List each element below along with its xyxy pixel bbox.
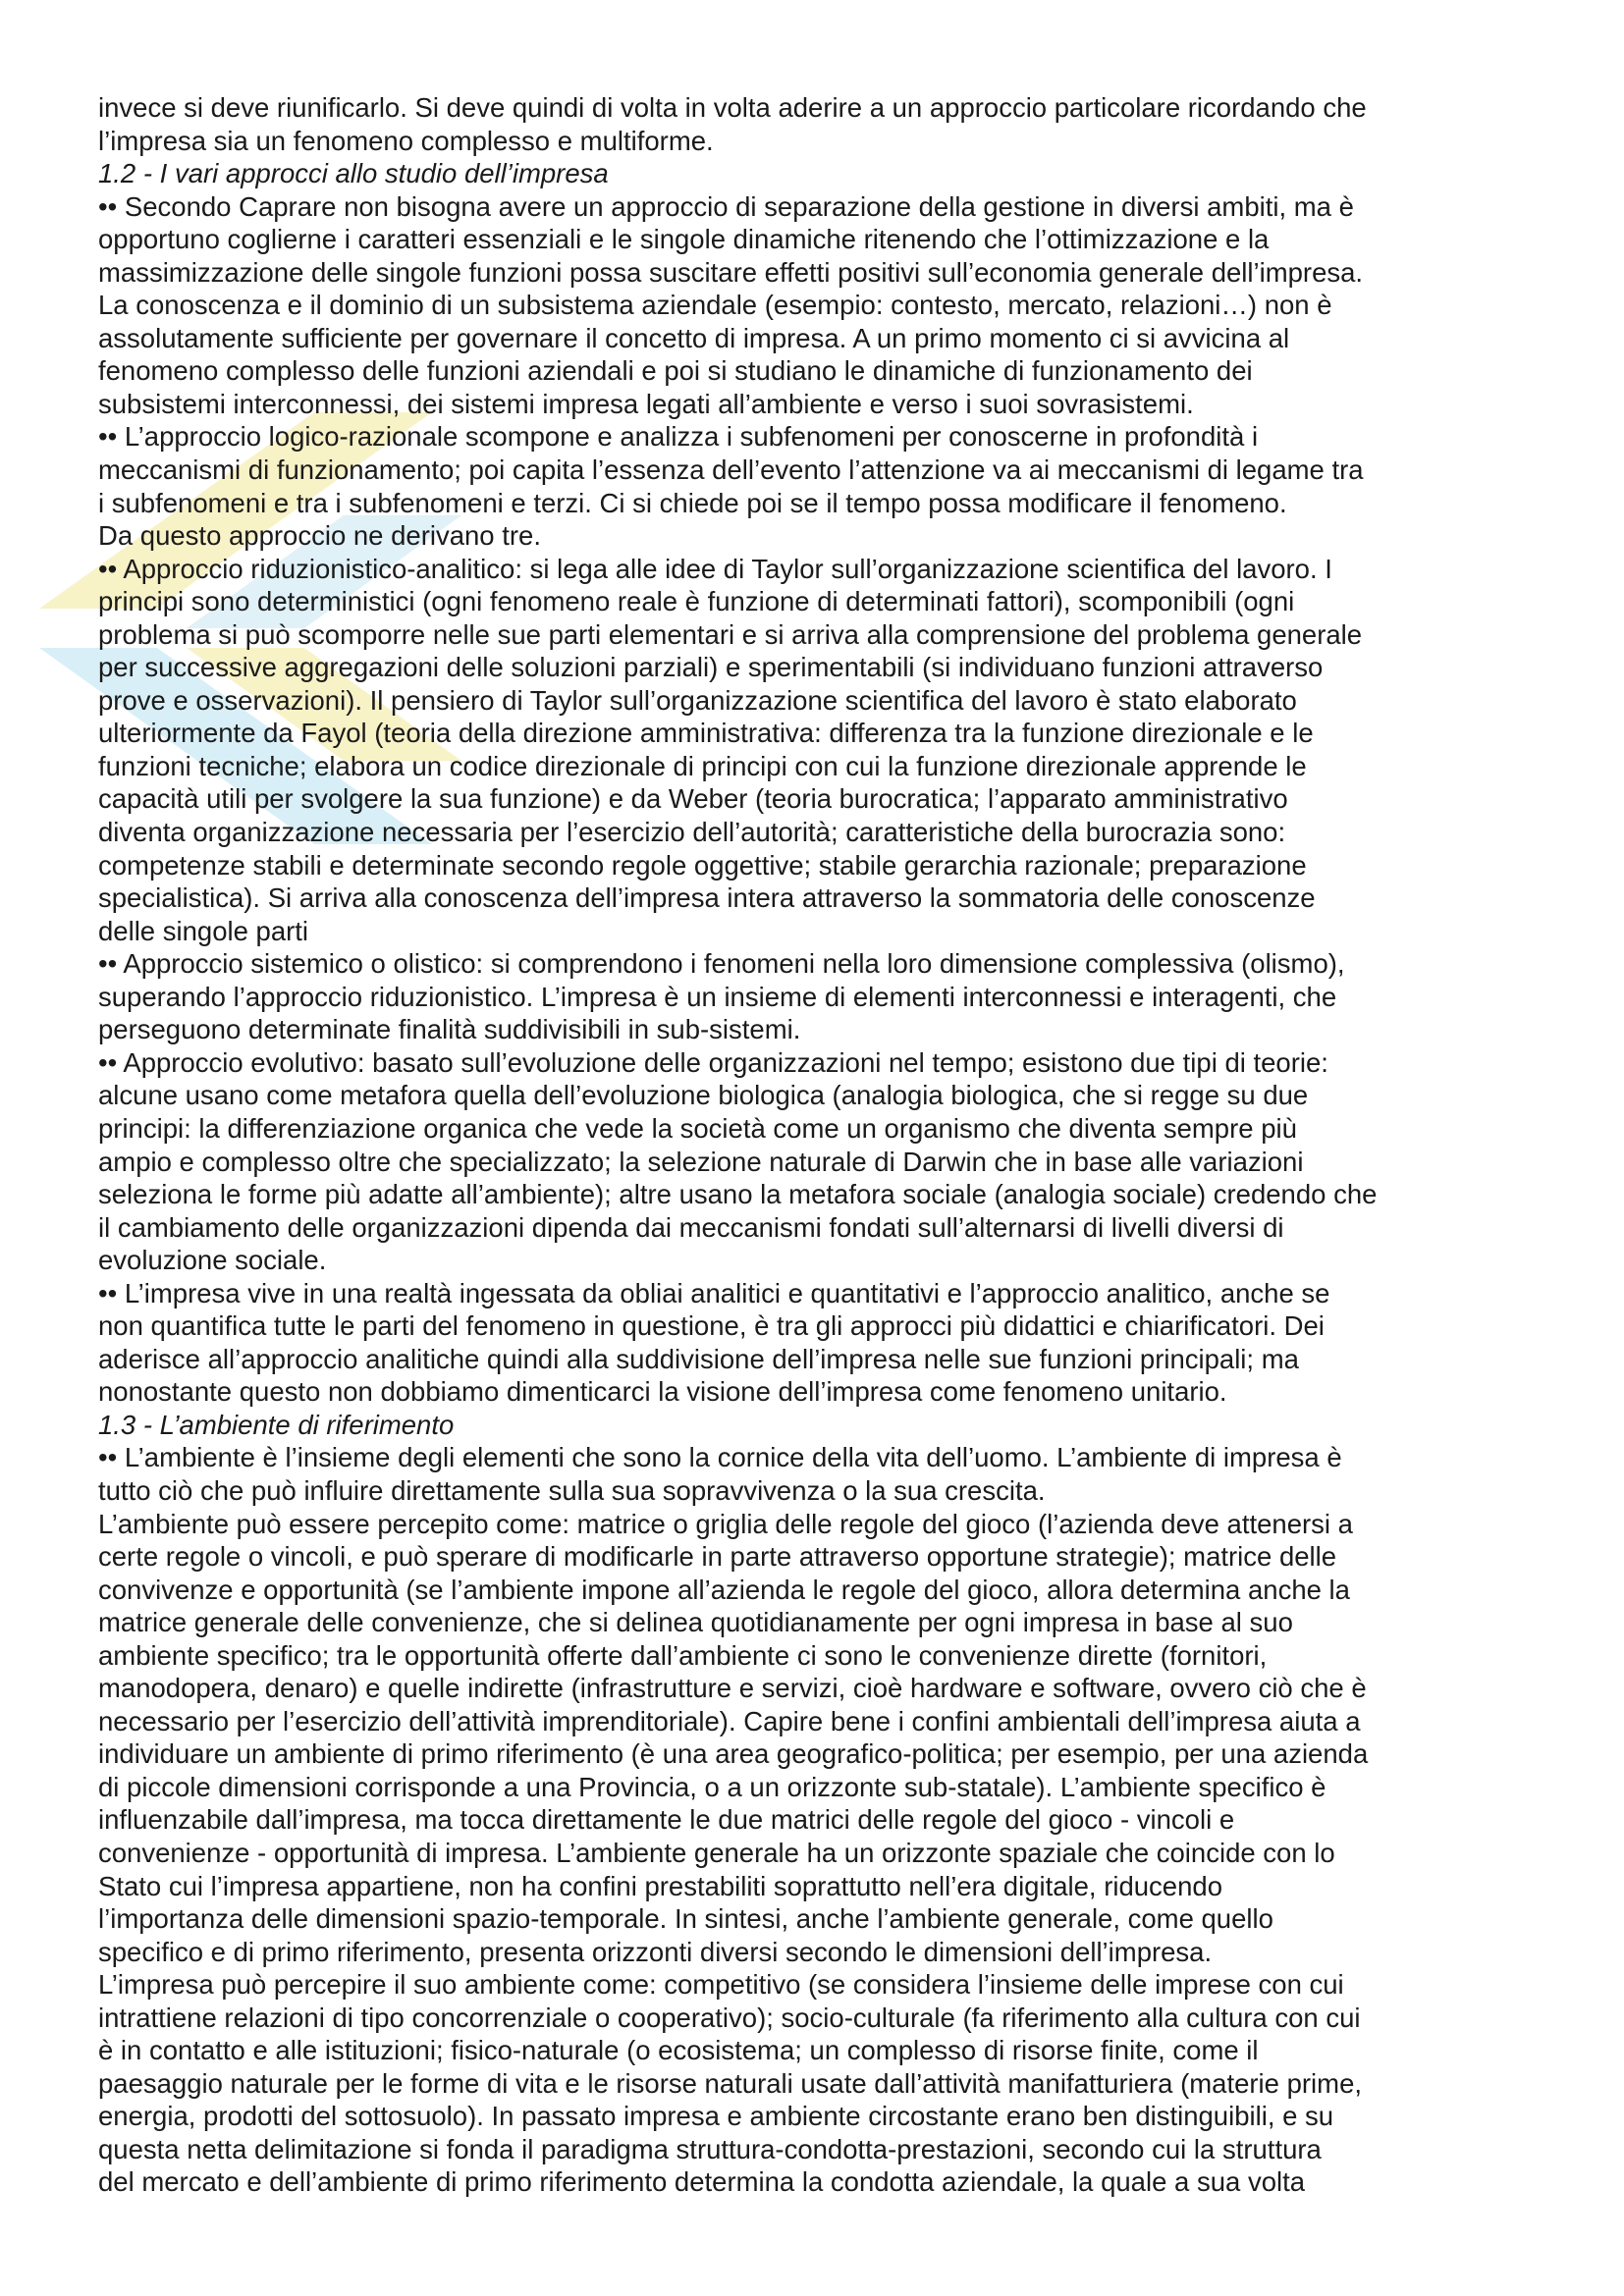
text-line: Stato cui l’impresa appartiene, non ha confini prestabiliti soprattutto nell’era digitale, riducendo xyxy=(98,1870,1222,1901)
text-line: delle singole parti xyxy=(98,915,309,946)
section-heading: 1.2 - I vari approcci allo studio dell’impresa xyxy=(98,158,609,189)
text-line: •• Approccio sistemico o olistico: si comprendono i fenomeni nella loro dimensione complessiva (olismo), xyxy=(98,948,1345,980)
text-line: nonostante questo non dobbiamo dimenticarci la visione dell’impresa come fenomeno unitario. xyxy=(98,1376,1227,1408)
text-line: manodopera, denaro) e quelle indirette (infrastrutture e servizi, cioè hardware e software, ovvero ciò che è xyxy=(98,1673,1367,1704)
text-line: ampio e complesso oltre che specializzato; la selezione naturale di Darwin che in base alle variazioni xyxy=(98,1146,1304,1177)
text-line: non quantifica tutte le parti del fenomeno in questione, è tra gli approcci più didattici e chiarificatori. Dei xyxy=(98,1310,1325,1342)
text-line: per successive aggregazioni delle soluzioni parziali) e sperimentabili (si individuano funzioni attraverso xyxy=(98,652,1324,683)
text-line: prove e osservazioni). Il pensiero di Taylor sull’organizzazione scientifica del lavoro è stato elaborato xyxy=(98,684,1297,716)
text-line: i subfenomeni e tra i subfenomeni e terzi. Ci si chiede poi se il tempo possa modificare il fenomeno. xyxy=(98,487,1287,518)
text-line: fenomeno complesso delle funzioni aziendali e poi si studiano le dinamiche di funzionamento dei xyxy=(98,355,1253,387)
text-line: diventa organizzazione necessaria per l’esercizio dell’autorità; caratteristiche della burocrazia sono: xyxy=(98,817,1286,848)
text-line: paesaggio naturale per le forme di vita e le risorse naturali usate dall’attività manifatturiera (materie prime, xyxy=(98,2067,1363,2099)
text-line: •• Approccio evolutivo: basato sull’evoluzione delle organizzazioni nel tempo; esistono due tipi di teorie: xyxy=(98,1046,1328,1078)
text-line: influenzabile dall’impresa, ma tocca direttamente le due matrici delle regole del gioco - vincoli e xyxy=(98,1804,1235,1836)
text-line: necessario per l’esercizio dell’attività imprenditoriale). Capire bene i confini ambientali dell’impresa aiuta a xyxy=(98,1705,1361,1736)
text-line: ambiente specifico; tra le opportunità offerte dall’ambiente ci sono le convenienze dirette (fornitori, xyxy=(98,1639,1268,1671)
text-line: •• L’approccio logico-razionale scompone e analizza i subfenomeni per conoscerne in profondità i xyxy=(98,421,1259,453)
text-line: superando l’approccio riduzionistico. L’impresa è un insieme di elementi interconnessi e interagenti, che xyxy=(98,981,1337,1012)
text-line: energia, prodotti del sottosuolo). In passato impresa e ambiente circostante erano ben distinguibili, e su xyxy=(98,2101,1334,2132)
text-line: il cambiamento delle organizzazioni dipenda dai meccanismi fondati sull’alternarsi di livelli diversi di xyxy=(98,1211,1284,1243)
text-line: principi: la differenziazione organica che vede la società come un organismo che diventa sempre più xyxy=(98,1112,1297,1144)
text-line: •• Secondo Caprare non bisogna avere un approccio di separazione della gestione in diversi ambiti, ma è xyxy=(98,190,1354,222)
text-line: ulteriormente da Fayol (teoria della direzione amministrativa: differenza tra la funzione direzionale e le xyxy=(98,718,1314,749)
text-line: specifico e di primo riferimento, presenta orizzonti diversi secondo le dimensioni dell’impresa. xyxy=(98,1936,1213,1967)
text-line: •• L’impresa vive in una realtà ingessata da obliai analitici e quantitativi e l’approccio analitico, anche se xyxy=(98,1277,1330,1308)
text-line: competenze stabili e determinate secondo regole oggettive; stabile gerarchia razionale; preparazione xyxy=(98,849,1307,881)
text-line: L’impresa può percepire il suo ambiente come: competitivo (se considera l’insieme delle imprese con cui xyxy=(98,1969,1344,2001)
document-page xyxy=(98,91,1542,2199)
text-line: capacità utili per svolgere la sua funzione) e da Weber (teoria burocratica; l’apparato amministrativo xyxy=(98,783,1288,815)
text-line: del mercato e dell’ambiente di primo riferimento determina la condotta aziendale, la quale a sua volta xyxy=(98,2166,1306,2198)
text-line: problema si può scomporre nelle sue parti elementari e si arriva alla comprensione del problema generale xyxy=(98,618,1363,650)
text-line: invece si deve riunificarlo. Si deve quindi di volta in volta aderire a un approccio particolare ricordando che xyxy=(98,92,1367,123)
text-line: convivenze e opportunità (se l’ambiente impone all’azienda le regole del gioco, allora determina anche la xyxy=(98,1574,1350,1605)
text-line: certe regole o vincoli, e può sperare di modificarle in parte attraverso opportune strategie); matrice delle xyxy=(98,1541,1337,1573)
text-line: matrice generale delle convenienze, che si delinea quotidianamente per ogni impresa in base al suo xyxy=(98,1607,1293,1638)
text-line: Da questo approccio ne derivano tre. xyxy=(98,520,541,552)
text-line: meccanismi di funzionamento; poi capita l’essenza dell’evento l’attenzione va ai meccanismi di legame tra xyxy=(98,454,1364,486)
text-line: seleziona le forme più adatte all’ambiente); altre usano la metafora sociale (analogia sociale) credendo che xyxy=(98,1179,1378,1210)
text-line: individuare un ambiente di primo riferimento (è una area geografico-politica; per esempio, per una azienda xyxy=(98,1738,1369,1770)
text-line: L’ambiente può essere percepito come: matrice o griglia delle regole del gioco (l’azienda deve attenersi a xyxy=(98,1508,1353,1539)
text-line: convenienze - opportunità di impresa. L’ambiente generale ha un orizzonte spaziale che coincide con lo xyxy=(98,1837,1335,1868)
text-line: funzioni tecniche; elabora un codice direzionale di principi con cui la funzione direzionale apprende le xyxy=(98,750,1307,781)
text-line: subsistemi interconnessi, dei sistemi impresa legati all’ambiente e verso i suoi sovrasistemi. xyxy=(98,388,1194,419)
text-line: tutto ciò che può influire direttamente sulla sua sopravvivenza o la sua crescita. xyxy=(98,1474,1046,1506)
text-line: è in contatto e alle istituzioni; fisico-naturale (o ecosistema; un complesso di risorse finite, come il xyxy=(98,2035,1259,2066)
text-line: questa netta delimitazione si fonda il paradigma struttura-condotta-prestazioni, secondo cui la struttura xyxy=(98,2133,1322,2164)
text-line: alcune usano come metafora quella dell’evoluzione biologica (analogia biologica, che si regge su due xyxy=(98,1080,1309,1111)
text-line: •• L’ambiente è l’insieme degli elementi che sono la cornice della vita dell’uomo. L’ambiente di impresa è xyxy=(98,1442,1342,1473)
text-line: aderisce all’approccio analitiche quindi alla suddivisione dell’impresa nelle sue funzioni principali; ma xyxy=(98,1343,1299,1374)
text-line: specialistica). Si arriva alla conoscenza dell’impresa intera attraverso la sommatoria delle conoscenze xyxy=(98,882,1316,914)
text-line: l’importanza delle dimensioni spazio-temporale. In sintesi, anche l’ambiente generale, come quello xyxy=(98,1903,1273,1935)
text-line: La conoscenza e il dominio di un subsistema aziendale (esempio: contesto, mercato, relazioni…) non è xyxy=(98,290,1332,321)
text-line: perseguono determinate finalità suddivisibili in sub-sistemi. xyxy=(98,1014,801,1045)
text-line: opportuno coglierne i caratteri essenziali e le singole dinamiche ritenendo che l’ottimizzazione e la xyxy=(98,224,1270,255)
text-line: l’impresa sia un fenomeno complesso e multiforme. xyxy=(98,125,714,156)
text-line: assolutamente sufficiente per governare il concetto di impresa. A un primo momento ci si avvicina al xyxy=(98,322,1290,353)
text-line: di piccole dimensioni corrisponde a una Provincia, o a un orizzonte sub-statale). L’ambiente specifico è xyxy=(98,1771,1326,1802)
text-line: massimizzazione delle singole funzioni possa suscitare effetti positivi sull’economia generale dell’impresa. xyxy=(98,256,1364,288)
section-heading: 1.3 - L’ambiente di riferimento xyxy=(98,1409,455,1440)
text-line: evoluzione sociale. xyxy=(98,1245,327,1276)
text-line: •• Approccio riduzionistico-analitico: si lega alle idee di Taylor sull’organizzazione scientifica del lavoro. I xyxy=(98,553,1332,584)
text-line: principi sono deterministici (ogni fenomeno reale è funzione di determinati fattori), scomponibili (ogni xyxy=(98,586,1295,617)
text-line: intrattiene relazioni di tipo concorrenziale o cooperativo); socio-culturale (fa riferimento alla cultura con cui xyxy=(98,2002,1361,2033)
